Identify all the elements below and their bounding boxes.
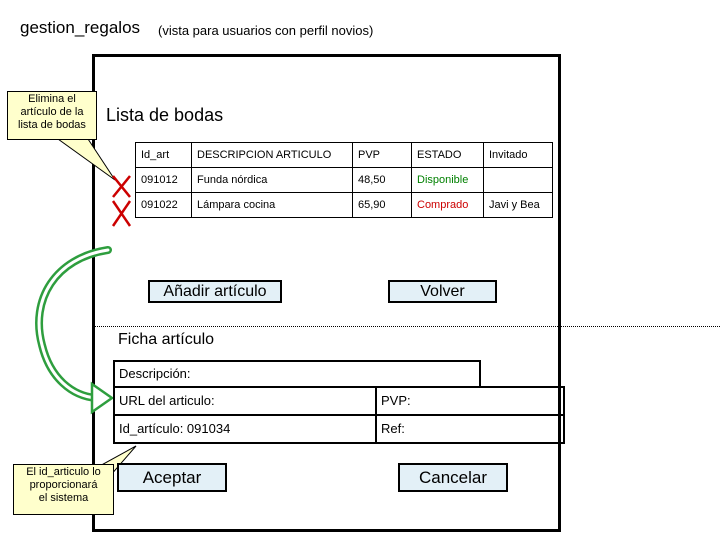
add-article-button[interactable]: Añadir artículo (148, 280, 282, 303)
status-badge: Disponible (412, 168, 484, 193)
pvp-field[interactable]: PVP: (375, 386, 565, 416)
description-field[interactable]: Descripción: (113, 360, 481, 388)
ref-field[interactable]: Ref: (375, 414, 565, 444)
cell-pvp: 48,50 (353, 168, 412, 193)
table-row (136, 168, 553, 193)
callout-line: proporcionará (29, 479, 98, 491)
cell-pvp: 65,90 (353, 193, 412, 218)
back-button[interactable]: Volver (388, 280, 497, 303)
articles-table (135, 142, 553, 218)
callout-line: lista de bodas (18, 119, 86, 131)
callout-delete-note (7, 91, 97, 140)
app-title: gestion_regalos (20, 18, 141, 37)
cell-description: Lámpara cocina (192, 193, 353, 218)
status-badge: Comprado (412, 193, 484, 218)
url-field[interactable]: URL del articulo: (113, 386, 377, 416)
callout-pointer-delete (58, 139, 115, 180)
cancel-button[interactable]: Cancelar (398, 463, 508, 492)
column-header: ESTADO (412, 143, 484, 168)
callout-line: Elimina el (28, 93, 76, 105)
table-row (136, 193, 553, 218)
cell-id: 091022 (136, 193, 192, 218)
column-header: PVP (353, 143, 412, 168)
cell-id: 091012 (136, 168, 192, 193)
list-title: Lista de bodas (106, 105, 224, 125)
callout-line: El id_articulo lo (26, 466, 101, 478)
curved-arrow-icon (39, 250, 108, 398)
cell-guest: Javi y Bea (484, 193, 553, 218)
curved-arrow-inner (39, 250, 108, 398)
column-header: DESCRIPCION ARTICULO (192, 143, 353, 168)
callout-line: el sistema (38, 492, 89, 504)
cell-description: Funda nórdica (192, 168, 353, 193)
callout-line: artículo de la (20, 106, 84, 118)
arrow-head (92, 384, 112, 412)
callout-id-note (13, 464, 114, 515)
column-header: Id_art (136, 143, 192, 168)
table-header-row (136, 143, 553, 168)
column-header: Invitado (484, 143, 553, 168)
accept-button[interactable]: Aceptar (117, 463, 227, 492)
form-title: Ficha artículo (118, 331, 215, 348)
app-subtitle: (vista para usuarios con perfil novios) (158, 23, 374, 38)
article-id-field: Id_artículo: 091034 (113, 414, 377, 444)
cell-guest (484, 168, 553, 193)
